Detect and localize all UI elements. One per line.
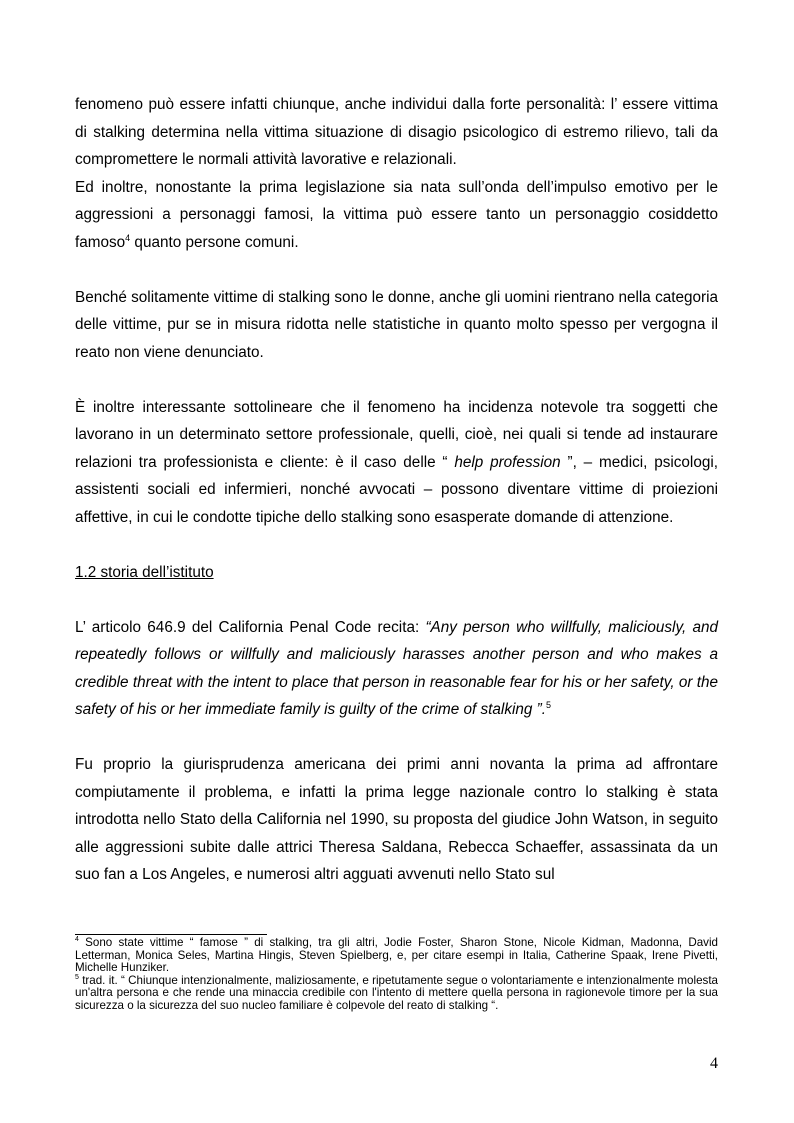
paragraph-text: È inoltre interessante sottolineare che il fenomeno ha incidenza notevole tra soggetti che lavorano in un determinato settore professionale, quelli, cioè, nei quali si tende ad instaurare relazioni tra professionista e cliente: è il caso delle “	[75, 398, 718, 471]
paragraph-text: ”, – medici, psicologi, assistenti sociali ed infermieri, nonché avvocati – possono diventare vittime di proiezioni affettive, in cui le condotte tipiche dello stalking sono esasperate domande di attenzione.	[75, 453, 718, 526]
footnote-separator	[75, 934, 267, 935]
footnote-text: Sono state vittime “ famose ” di stalking, tra gli altri, Jodie Foster, Sharon Stone, Nicole Kidman, Madonna, David Letterman, Monica Seles, Martina Hingis, Steven Spielberg, e, per citare esempi in Italia, Catherine Spaak, Irene Pivetti, Michelle Hunziker.	[75, 936, 718, 975]
page-number: 4	[710, 1055, 718, 1072]
paragraph-victims-anyone	[75, 91, 718, 174]
body-text	[75, 91, 718, 889]
law-quote: “Any person who willfully, maliciously, and repeatedly follows or willfully and maliciously harasses another person and who makes a credible threat with the intent to place that person in reasonable fear for his or her safety, or the safety of his or her immediate family is guilty of the crime of stalking ”.	[75, 618, 718, 718]
paragraph-text: L’ articolo 646.9 del California Penal Code recita:	[75, 618, 426, 636]
footnote-4	[75, 937, 718, 975]
paragraph-gap	[75, 724, 718, 752]
paragraph-text: Ed inoltre, nonostante la prima legislazione sia nata sull’onda dell’impulso emotivo per le aggressioni a personaggi famosi, la vittima può essere tanto un personaggio cosiddetto famoso	[75, 178, 718, 251]
paragraph-gap	[75, 586, 718, 614]
footnote-ref-5[interactable]: 5	[545, 699, 551, 710]
paragraph-text: Benché solitamente vittime di stalking sono le donne, anche gli uomini rientrano nella categoria delle vittime, pur se in misura ridotta nelle statistiche in quanto molto spesso per vergogna il reato non viene denunciato.	[75, 288, 718, 361]
footnote-text: trad. it. “ Chiunque intenzionalmente, maliziosamente, e ripetutamente segue o volontariamente e intenzionalmente molesta un'altra persona e che rende una minaccia credibile con l'intento di mettere quella persona in ragionevole timore per la sua sicurezza o la sicurezza del suo nucleo familiare è colpevole del reato di stalking “.	[75, 973, 718, 1012]
paragraph-california-code	[75, 614, 718, 724]
paragraph-american-jurisprudence	[75, 751, 718, 889]
paragraph-text: Fu proprio la giurisprudenza americana dei primi anni novanta la prima ad affrontare compiutamente il problema, e infatti la prima legge nazionale contro lo stalking è stata introdotta nello Stato della California nel 1990, su proposta del giudice John Watson, in seguito alle aggressioni subite dalle attrici Theresa Saldana, Rebecca Schaeffer, assassinata da un suo fan a Los Angeles, e numerosi altri agguati avvenuti nello Stato sul	[75, 756, 718, 883]
footnote-mark: 4	[75, 936, 79, 944]
paragraph-victims-gender	[75, 284, 718, 367]
paragraph-gap	[75, 531, 718, 559]
paragraph-gap	[75, 366, 718, 394]
italic-term: help profession	[454, 453, 561, 471]
paragraph-gap	[75, 256, 718, 284]
footnotes	[75, 937, 718, 1013]
paragraph-famous-victims	[75, 174, 718, 257]
paragraph-help-profession	[75, 394, 718, 532]
paragraph-text: fenomeno può essere infatti chiunque, anche individui dalla forte personalità: l’ essere vittima di stalking determina nella vittima situazione di disagio psicologico di estremo rilievo, tali da compromettere le normali attività lavorative e relazionali.	[75, 96, 718, 168]
footnote-5	[75, 975, 718, 1013]
footnote-mark: 5	[75, 973, 79, 981]
footnote-ref-4[interactable]: 4	[125, 232, 131, 243]
section-heading: 1.2 storia dell’istituto	[75, 563, 214, 581]
paragraph-text: quanto persone comuni.	[130, 233, 299, 251]
